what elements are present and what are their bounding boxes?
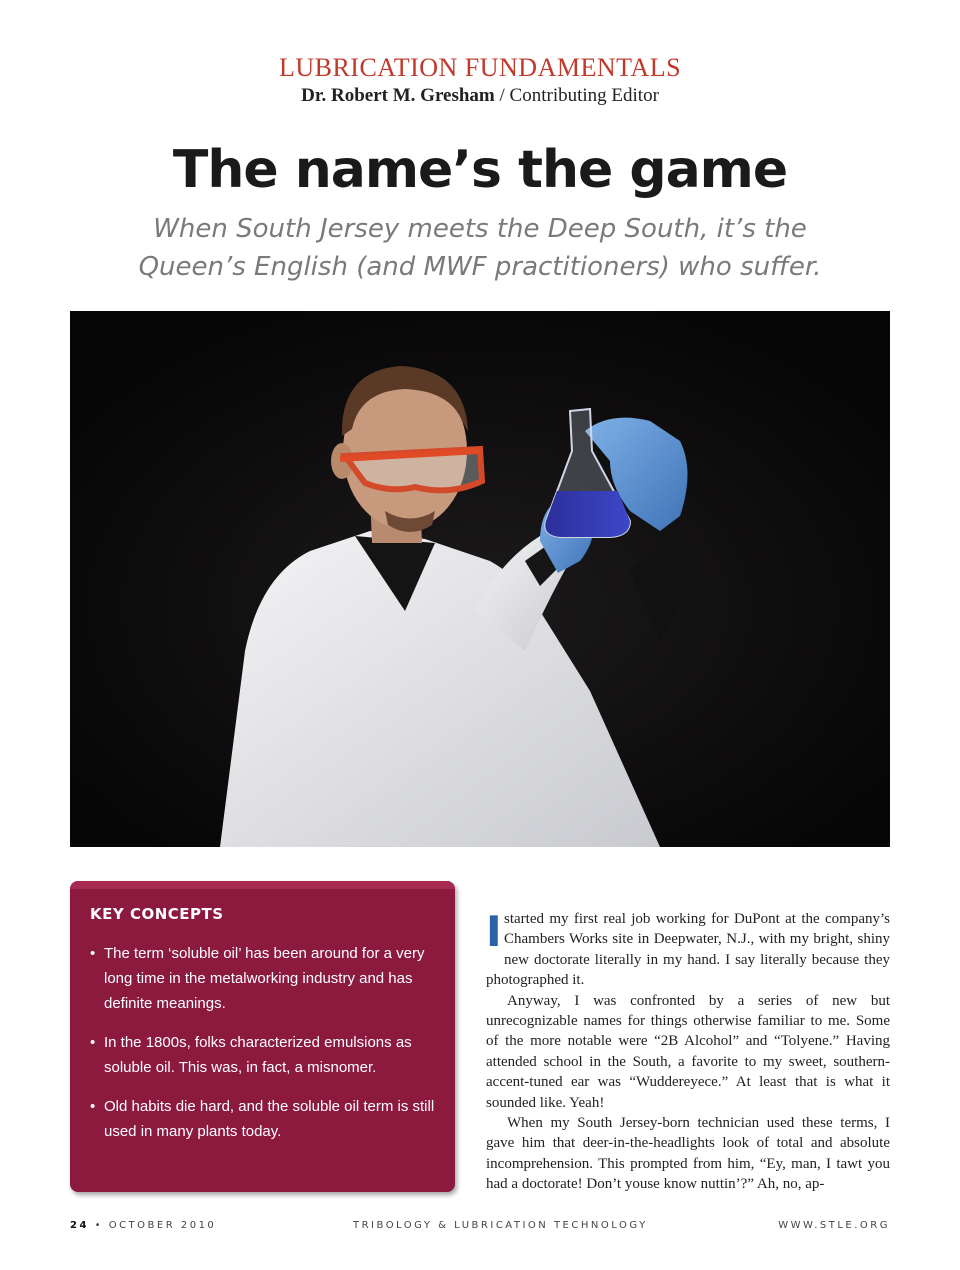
key-concepts-box xyxy=(70,881,455,1192)
bullet-icon: • xyxy=(90,1098,96,1115)
key-concept-item xyxy=(90,1094,435,1144)
byline xyxy=(0,84,960,108)
issue-date: OCTOBER 2010 xyxy=(108,1220,217,1231)
department-title: LUBRICATION FUNDAMENTALS xyxy=(278,53,682,82)
key-concept-item xyxy=(90,941,435,1016)
key-concept-text: In the 1800s, folks characterized emulsions as soluble oil. This was, in fact, a misnomer. xyxy=(104,1034,412,1076)
headline: The name’s the game xyxy=(172,140,788,200)
author-name: Dr. Robert M. Gresham xyxy=(301,85,495,106)
article-paragraph: When my South Jersey-born technician used these terms, I gave him that deer-in-the-headlights look of total and absolute incomprehension. This prompted from him, “Ey, man, I tawt you had a doctorate! Don’t youse know nuttin’?” Ah, no, ap- xyxy=(486,1115,890,1193)
bullet-icon: • xyxy=(90,1034,96,1051)
byline-separator: / xyxy=(499,85,505,106)
footer-folio xyxy=(70,1220,216,1231)
deck-line-1: When South Jersey meets the Deep South, it’s the xyxy=(153,214,807,244)
paragraph-text: started my first real job working for DuPont at the company’s Chambers Works site in Deepwater, N.J., with my bright, shiny new doctorate literally in my hand. I say literally because they photographed it. xyxy=(486,911,890,989)
key-concept-item xyxy=(90,1030,435,1080)
key-concept-text: Old habits die hard, and the soluble oil term is still used in many plants today. xyxy=(104,1098,435,1140)
deck-subtitle xyxy=(0,210,960,286)
key-concepts-list xyxy=(90,941,435,1158)
article-header xyxy=(0,52,960,108)
bullet-icon: • xyxy=(90,945,96,962)
article-paragraph xyxy=(486,909,890,991)
magazine-name: TRIBOLOGY & LUBRICATION TECHNOLOGY xyxy=(353,1220,648,1231)
author-role: Contributing Editor xyxy=(509,85,659,106)
article-body xyxy=(486,909,890,1195)
page-number: 24 xyxy=(70,1220,89,1231)
key-concepts-title: KEY CONCEPTS xyxy=(90,905,224,923)
key-concept-text: The term ‘soluble oil’ has been around for a very long time in the metalworking industry and has definite meanings. xyxy=(104,945,425,1012)
deck-line-2: Queen’s English (and MWF practitioners) who suffer. xyxy=(138,252,822,282)
drop-cap: I xyxy=(486,907,502,956)
website-url: WWW.STLE.ORG xyxy=(778,1220,890,1231)
article-paragraph: Anyway, I was confronted by a series of new but unrecognizable names for things otherwise familiar to me. Some of the more notable were “2B Alcohol” and “Tolyene.” Having attended school in the South, a favorite to my sweet, southern-accent-tuned ear was “Wuddereyece.” At least that is what it sounded like. Yeah! xyxy=(486,992,890,1111)
footer-bullet: • xyxy=(94,1220,104,1231)
key-concepts-top-bar xyxy=(70,881,455,889)
page-footer xyxy=(70,1220,890,1236)
lab-scientist-photo xyxy=(70,311,890,847)
